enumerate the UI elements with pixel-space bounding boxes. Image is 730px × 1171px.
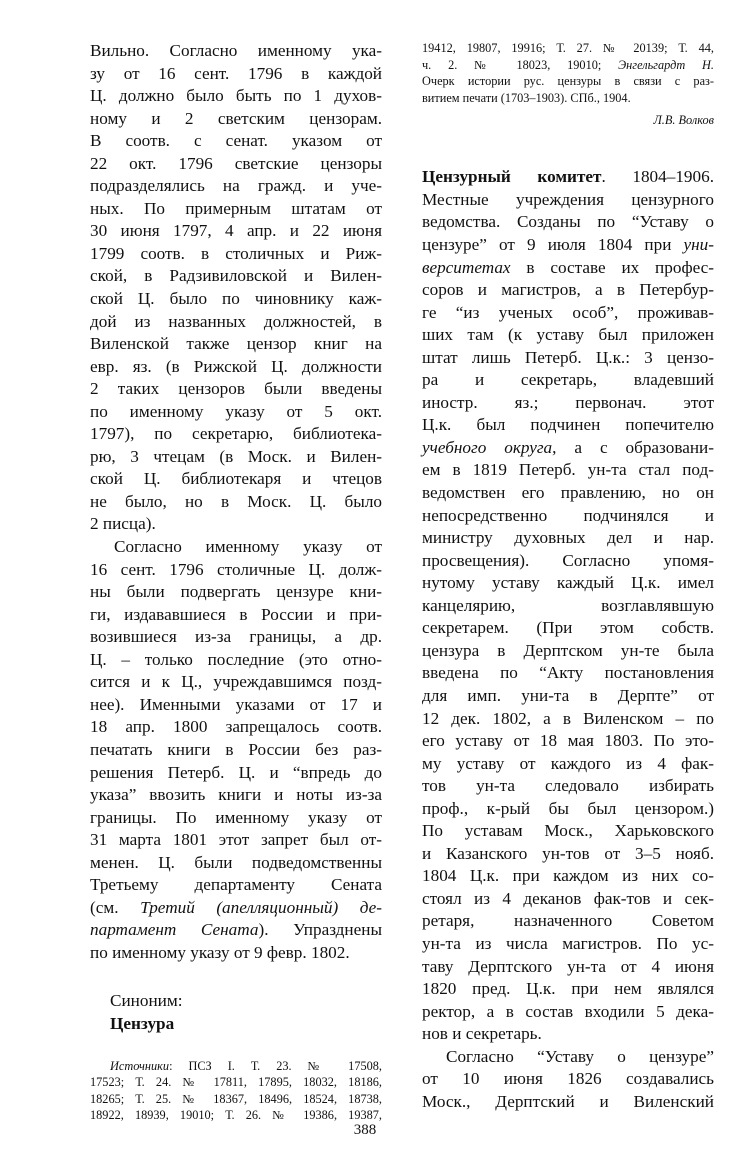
entry-censorship-committee xyxy=(422,166,714,1113)
text-line: возившиеся из-за границы, а др. xyxy=(90,627,382,647)
sources-line: 19412, 19807, 19916; Т. 27. № 20139; Т. 44, xyxy=(422,41,714,55)
text-line: указа” ввозить книги и ноты из-за xyxy=(90,785,382,805)
text-line: нутому уставу каждый Ц.к. имел xyxy=(422,573,714,593)
text-line: нее). Именными указами от 17 и xyxy=(90,694,382,714)
text-line: ведомства. Созданы по “Уставу о xyxy=(422,212,714,232)
page-number: 388 xyxy=(353,1122,377,1138)
text-line: ем в 1819 Петерб. ун-та стал под- xyxy=(422,460,714,480)
text-line: нов и секретарь. xyxy=(422,1024,542,1044)
text-line: ных. По примерным штатам от xyxy=(90,198,382,218)
text-line: по именному указу от 5 окт. xyxy=(90,401,382,421)
sources-line: 18265; Т. 25. № 18367, 18496, 18524, 18738, xyxy=(90,1091,382,1106)
text-line: стоял из 4 деканов фак-тов и сек- xyxy=(422,888,714,908)
text-line: Ц. должно было быть по 1 духов- xyxy=(90,86,382,106)
sources-line: Источники: ПСЗ I. Т. 23. № 17508, xyxy=(110,1058,382,1073)
text-line: учебного округа, а с образовани- xyxy=(422,437,714,457)
text-line: для имп. уни-та в Дерпте” от xyxy=(422,685,714,705)
text-line: иностр. яз.; первонач. этот xyxy=(422,392,714,412)
sources-continued xyxy=(422,40,714,128)
text-line: 16 сент. 1796 столичные Ц. долж- xyxy=(90,559,382,579)
text-line: ской Ц. было по чиновнику каж- xyxy=(90,289,382,309)
text-line: 12 дек. 1802, а в Виленском – по xyxy=(422,708,714,728)
text-line: штат лишь Петерб. Ц.к.: 3 цензо- xyxy=(422,347,714,367)
text-line: тов ун-та следовало избирать xyxy=(422,776,714,796)
paragraph-censorship-rights xyxy=(90,536,382,964)
text-line: верситетах в составе их профес- xyxy=(422,257,714,277)
text-line: 1820 пред. Ц.к. при нем являлся xyxy=(422,979,714,999)
text-line: сится и к Ц., учреждавшимся позд- xyxy=(90,672,382,692)
text-line: му уставу от каждого из 4 фак- xyxy=(422,753,714,773)
text-line: ших там (к уставу был приложен xyxy=(422,325,714,345)
sources-line: 18922, 18939, 19010; Т. 26. № 19386, 19387, xyxy=(90,1108,382,1123)
text-line: ун-та из числа магистров. По ус- xyxy=(422,933,714,953)
entry-heading-line: Цензурный комитет. 1804–1906. xyxy=(422,167,714,187)
text-line: ведомствен его правлению, но он xyxy=(422,483,714,503)
synonym-link[interactable]: Цензура xyxy=(110,1013,175,1033)
paragraph-staff xyxy=(90,40,382,536)
text-line: В соотв. с сенат. указом от xyxy=(90,131,382,151)
synonym-label: Синоним: xyxy=(110,991,183,1011)
text-line: партамент Сената). Упразднены xyxy=(90,920,382,940)
text-line: 1797), по секретарю, библиотека- xyxy=(90,424,382,444)
cross-reference-link[interactable]: верситетах xyxy=(422,257,511,277)
sources-line: Очерк истории рус. цензуры в связи с раз- xyxy=(422,74,714,89)
text-line: Вильно. Согласно именному ука- xyxy=(90,41,382,60)
text-line: ской Ц. библиотекаря и чтецов xyxy=(90,469,382,489)
sources-line: витием печати (1703–1903). СПб., 1904. xyxy=(422,90,631,105)
article-author: Л.В. Волков xyxy=(653,113,714,128)
text-line: канцелярию, возглавлявшую xyxy=(422,595,714,615)
text-line: 1799 соотв. в столичных и Риж- xyxy=(90,243,382,263)
right-column xyxy=(422,40,714,1113)
text-line: по именному указу от 9 февр. 1802. xyxy=(90,942,350,962)
entry-title: Цензурный комитет xyxy=(422,167,602,187)
text-line: зу от 16 сент. 1796 в каждой xyxy=(90,63,382,83)
text-line: ги, издававшиеся в России и при- xyxy=(90,604,382,624)
text-line: менен. Ц. были подведомственны xyxy=(90,852,382,872)
text-line: 22 окт. 1796 светские цензоры xyxy=(90,153,382,173)
text-line: Ц.к. был подчинен попечителю xyxy=(422,415,714,435)
cross-reference-link[interactable]: учебного округа xyxy=(422,437,553,457)
text-line: Ц. – только последние (это отно- xyxy=(90,649,382,669)
text-line: Местные учреждения цензурного xyxy=(422,189,714,209)
text-line: не было, но в Моск. Ц. было xyxy=(90,491,382,511)
text-line: Согласно именному указу от xyxy=(114,537,382,557)
sources-block xyxy=(90,1058,382,1124)
text-line: 2 писца). xyxy=(90,514,156,534)
text-line: ра и секретарь, владевший xyxy=(422,370,714,390)
text-line: 30 июня 1797, 4 апр. и 22 июня xyxy=(90,221,382,241)
text-line: секретарем. (При этом собств. xyxy=(422,618,714,638)
text-line: министру духовных дел и нар. xyxy=(422,528,714,548)
text-line: 1804 Ц.к. при каждом из них со- xyxy=(422,866,714,886)
text-line: Согласно “Уставу о цензуре” xyxy=(446,1046,714,1066)
text-line: просвещения). Согласно упомя- xyxy=(422,550,714,570)
text-line: рю, 3 чтецам (в Моск. и Вилен- xyxy=(90,446,382,466)
text-line: границы. По именному указу от xyxy=(90,807,382,827)
text-line: дой из названных должностей, в xyxy=(90,311,382,331)
text-line: ному и 2 светским цензорам. xyxy=(90,108,382,128)
text-line: Моск., Дерптский и Виленский xyxy=(422,1091,714,1111)
text-line: соров и магистров, а в Петербур- xyxy=(422,280,714,300)
cross-reference-link[interactable]: уни- xyxy=(683,235,714,255)
text-line: от 10 июня 1826 создавались xyxy=(422,1069,714,1089)
cross-reference-link[interactable]: Третий (апелляционный) де- xyxy=(140,897,382,917)
sources-line: ч. 2. № 18023, 19010; Энгельгардт Н. xyxy=(422,57,715,72)
text-line: решения Петерб. Ц. и “впредь до xyxy=(90,762,382,782)
text-line: (см. Третий (апелляционный) де- xyxy=(90,897,382,917)
text-line: Третьему департаменту Сената xyxy=(90,875,382,895)
text-line: цензура в Дерптском ун-те была xyxy=(422,640,714,660)
left-column xyxy=(90,40,382,1124)
text-line: проф., к-рый бы был цензором.) xyxy=(422,798,714,818)
text-line: непосредственно подчинялся и xyxy=(422,505,714,525)
text-line: таву Дерптского ун-та от 4 июня xyxy=(422,956,714,976)
text-line: евр. яз. (в Рижской Ц. должности xyxy=(90,356,382,376)
text-line: и Казанского ун-тов от 3–5 нояб. xyxy=(422,843,714,863)
text-line: ге “из ученых особ”, проживав- xyxy=(422,302,714,322)
sources-line: 17523; Т. 24. № 17811, 17895, 18032, 18186, xyxy=(90,1075,382,1090)
text-line: ны были подвергать цензуре кни- xyxy=(90,582,382,602)
text-line: Виленской также цензор книг на xyxy=(90,334,382,354)
text-line: подразделялись на гражд. и уче- xyxy=(90,176,382,196)
text-line: 18 апр. 1800 запрещалось соотв. xyxy=(90,717,382,737)
text-line: введена по “Акту постановления xyxy=(422,663,714,683)
text-line: печатать книги в России без раз- xyxy=(90,739,382,759)
text-line: его уставу от 18 мая 1803. По это- xyxy=(422,731,714,751)
text-line: По уставам Моск., Харьковского xyxy=(422,821,714,841)
text-line: 31 марта 1801 этот запрет был от- xyxy=(90,830,382,850)
text-line: ректор, а в состав входили 5 дека- xyxy=(422,1001,714,1021)
cross-reference-link[interactable]: партамент Сената xyxy=(90,920,259,940)
text-line: ретаря, назначенного Советом xyxy=(422,911,714,931)
text-line: цензуре” от 9 июля 1804 при уни- xyxy=(422,235,714,255)
text-line: 2 таких цензоров были введены xyxy=(90,379,382,399)
text-line: ской, в Радзивиловской и Вилен- xyxy=(90,266,382,286)
